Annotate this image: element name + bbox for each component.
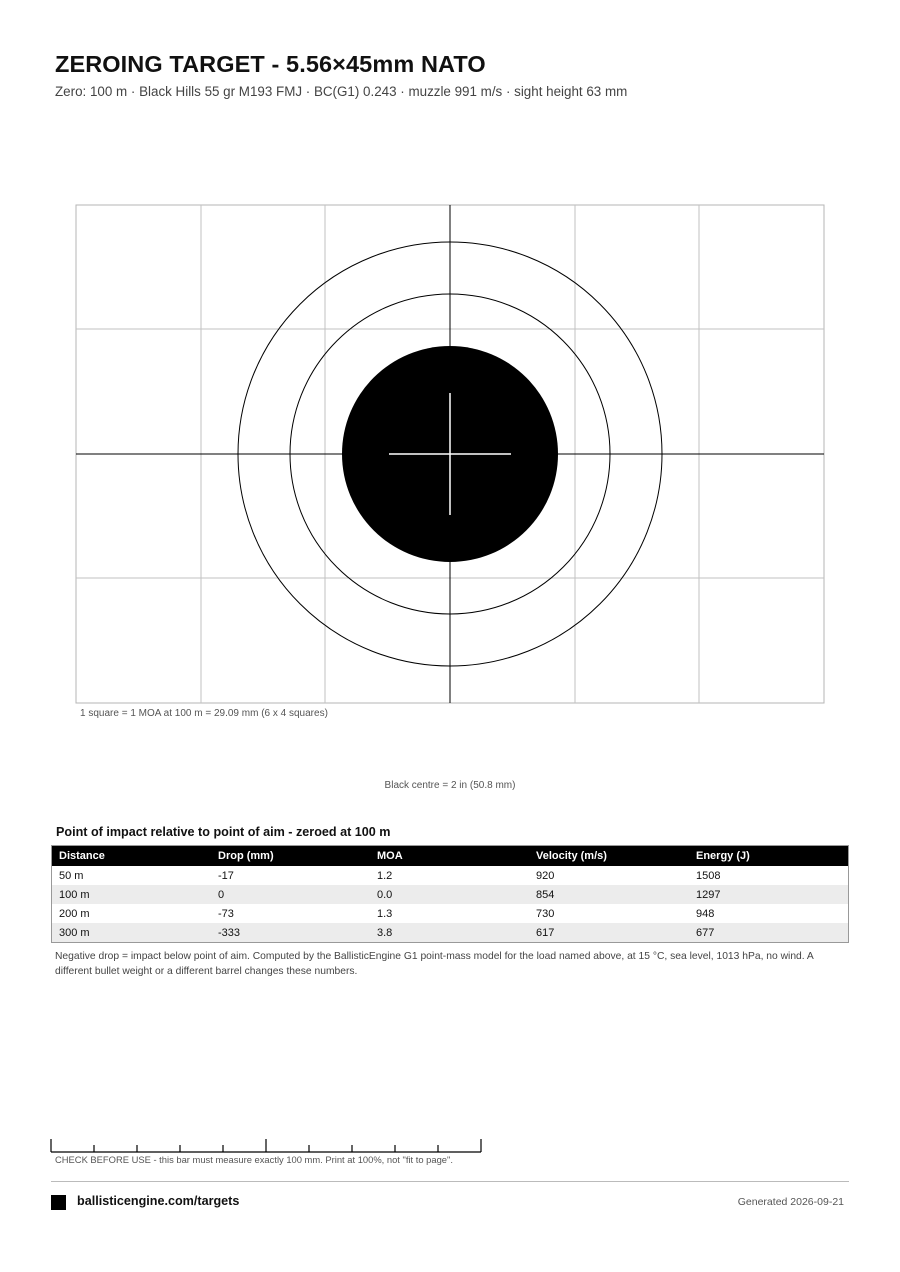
cell-drop: -333 [211,923,370,943]
cell-velocity: 730 [536,907,555,920]
poi-table-title: Point of impact relative to point of aim - zeroed at 100 m [56,825,391,839]
table-row [52,923,849,943]
scale-bar [51,1139,481,1152]
cell-energy: 948 [696,907,715,920]
column-header-moa: MOA [370,846,529,867]
cell-drop: -73 [218,907,234,920]
cell-distance: 50 m [59,869,84,882]
cell-energy: 1508 [696,869,721,882]
footer-site-link[interactable]: ballisticengine.com/targets [77,1194,240,1208]
cell-moa: 3.8 [370,923,529,943]
table-row [52,904,849,923]
table-header-row [52,846,849,867]
centre-size-note: Black centre = 2 in (50.8 mm) [384,780,516,791]
cell-velocity: 854 [529,885,689,904]
cell-moa: 1.3 [377,907,393,920]
page-subtitle: Zero: 100 m · Black Hills 55 gr M193 FMJ · BC(G1) 0.243 · muzzle 991 m/s · sight height 63 mm [55,84,628,99]
page-title: ZEROING TARGET - 5.56×45mm NATO [55,51,486,77]
generated-date: Generated 2026-09-21 [737,1196,844,1208]
table-row [52,866,849,885]
table-row [52,885,849,904]
column-header-energy: Energy (J) [689,846,849,867]
cell-drop: 0 [211,885,370,904]
cell-energy: 1297 [689,885,849,904]
table-footnote: Negative drop = impact below point of aim. Computed by the BallisticEngine G1 point-mass model for the load named above, at 15 °C, sea level, 1013 hPa, no wind. A different bullet weight or a different barrel changes these numbers. [55,951,814,977]
scale-bar-note: CHECK BEFORE USE - this bar must measure exactly 100 mm. Print at 100%, not "fit to page". [55,1154,453,1165]
cell-distance: 300 m [52,923,212,943]
column-header-drop: Drop (mm) [211,846,370,867]
poi-table [51,845,849,943]
cell-distance: 100 m [52,885,212,904]
footer-divider [51,1181,849,1182]
cell-drop: -17 [218,869,234,882]
logo-square-icon [51,1195,66,1210]
cell-moa: 0.0 [370,885,529,904]
cell-moa: 1.2 [377,869,393,882]
cell-velocity: 617 [529,923,689,943]
cell-velocity: 920 [536,869,555,882]
column-header-distance: Distance [52,846,212,867]
cell-distance: 200 m [59,907,90,920]
grid-scale-note: 1 square = 1 MOA at 100 m = 29.09 mm (6 x 4 squares) [80,708,328,719]
column-header-velocity: Velocity (m/s) [529,846,689,867]
cell-energy: 677 [689,923,849,943]
